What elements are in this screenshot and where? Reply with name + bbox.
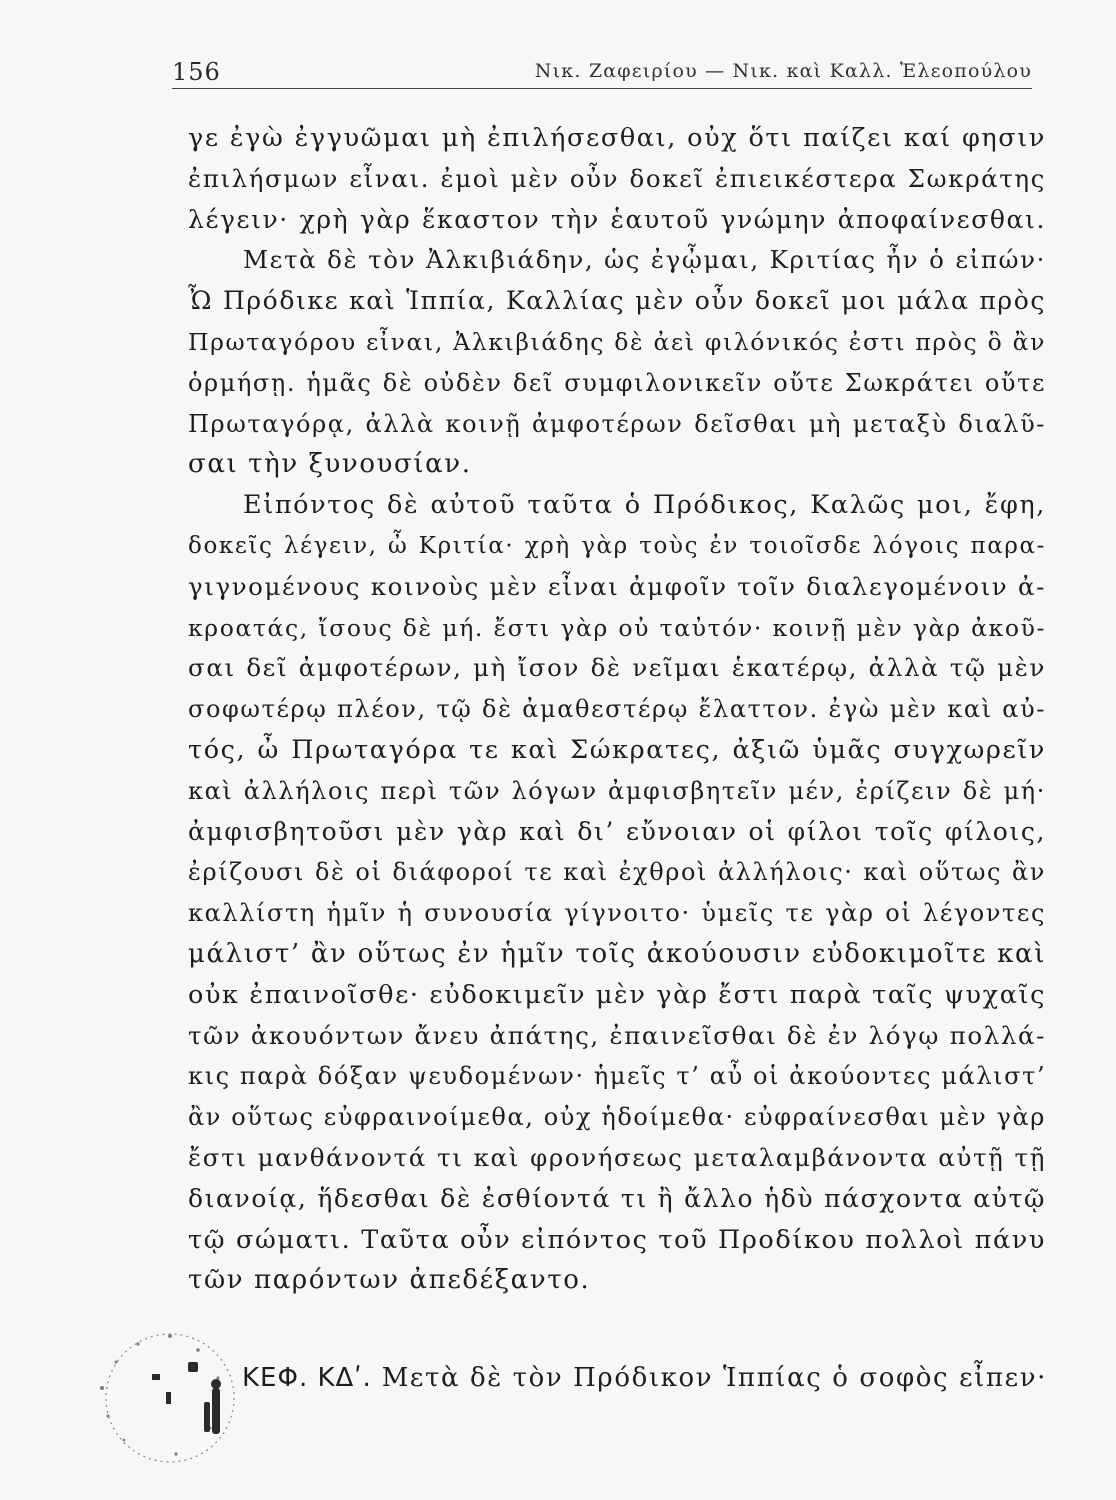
text-line: τός, ὦ Πρωταγόρα τε καὶ Σώκρατες, ἀξιῶ ὑμᾶς συγχωρεῖν	[188, 734, 1046, 765]
text-line: ἐρίζουσι δὲ οἱ διάφοροί τε καὶ ἐχθροὶ ἀλλήλοις· καὶ οὕτως ἂν	[188, 858, 1046, 887]
text-line: ὁρμήσῃ. ἡμᾶς δὲ οὐδὲν δεῖ συμφιλονικεῖν οὔτε Σωκράτει οὔτε	[188, 368, 1046, 397]
text-line: καὶ ἀλλήλοις περὶ τῶν λόγων ἀμφισβητεῖν μέν, ἐρίζειν δὲ μή·	[188, 776, 1046, 805]
text-line: σαι τὴν ξυνουσίαν.	[188, 449, 472, 480]
text-line: Εἰπόντος δὲ αὐτοῦ ταῦτα ὁ Πρόδικος, Καλῶς μοι, ἔφη,	[243, 490, 1046, 521]
chapter-opening	[242, 1358, 1047, 1398]
running-title: Νικ. Ζαφειρίου — Νικ. καὶ Καλλ. Ἐλεοπούλου	[534, 60, 1032, 82]
text-line: Πρωταγόρᾳ, ἀλλὰ κοινῇ ἀμφοτέρων δεῖσθαι μὴ μεταξὺ διαλῦ-	[188, 409, 1046, 438]
text-line: Ὦ Πρόδικε καὶ Ἱππία, Καλλίας μὲν οὖν δοκεῖ μοι μάλα πρὸς	[188, 286, 1046, 316]
text-line: τῶν παρόντων ἀπεδέξαντο.	[188, 1265, 591, 1296]
text-line: λέγειν· χρὴ γὰρ ἕκαστον τὴν ἑαυτοῦ γνώμην ἀποφαίνεσθαι.	[188, 204, 1046, 234]
text-line: Μετὰ δὲ τὸν Ἀλκιβιάδην, ὡς ἐγᾦμαι, Κριτίας ἦν ὁ εἰπών·	[243, 245, 1046, 275]
text-line: σοφωτέρῳ πλέον, τῷ δὲ ἀμαθεστέρῳ ἔλαττον. ἐγὼ μὲν καὶ αὐ-	[188, 695, 1046, 724]
text-line: γιγνομένους κοινοὺς μὲν εἶναι ἀμφοῖν τοῖν διαλεγομένοιν ἀ-	[188, 571, 1046, 601]
chapter-first-line: Μετὰ δὲ τὸν Πρόδικον Ἱππίας ὁ σοφὸς εἶπεν·	[381, 1363, 1047, 1393]
body-text	[188, 118, 1046, 1301]
library-stamp	[78, 1318, 248, 1468]
text-line: κροατάς, ἴσους δὲ μή. ἔστι γὰρ οὐ ταὐτόν· κοινῇ μὲν γὰρ ἀκοῦ-	[188, 613, 1046, 642]
text-line: δοκεῖς λέγειν, ὦ Κριτία· χρὴ γὰρ τοὺς ἐν τοιοῖσδε λόγοις παρα-	[188, 532, 1046, 559]
text-line: ἔστι μανθάνοντά τι καὶ φρονήσεως μεταλαμβάνοντα αὐτῇ τῇ	[188, 1142, 1046, 1172]
text-line: καλλίστη ἡμῖν ἡ συνουσία γίγνοιτο· ὑμεῖς τε γὰρ οἱ λέγοντες	[188, 899, 1046, 928]
text-line: διανοίᾳ, ἥδεσθαι δὲ ἐσθίοντά τι ἢ ἄλλο ἡδὺ πάσχοντα αὐτῷ	[188, 1183, 1046, 1213]
text-line: τῶν ἀκουόντων ἄνευ ἀπάτης, ἐπαινεῖσθαι δὲ ἐν λόγῳ πολλά-	[188, 1020, 1046, 1050]
text-line: ἐπιλήσμων εἶναι. ἐμοὶ μὲν οὖν δοκεῖ ἐπιεικέστερα Σωκράτης	[188, 163, 1046, 193]
text-line: σαι δεῖ ἀμφοτέρων, μὴ ἴσον δὲ νεῖμαι ἑκατέρῳ, ἀλλὰ τῷ μὲν	[188, 653, 1046, 683]
text-line: κις παρὰ δόξαν ψευδομένων· ἡμεῖς τ’ αὖ οἱ ἀκούοντες μάλιστ’	[188, 1062, 1046, 1091]
text-line: οὐκ ἐπαινοῖσθε· εὐδοκιμεῖν μὲν γὰρ ἔστι παρὰ ταῖς ψυχαῖς	[188, 979, 1046, 1010]
text-line: μάλιστ’ ἂν οὕτως ἐν ἡμῖν τοῖς ἀκούουσιν εὐδοκιμοῖτε καὶ	[188, 938, 1046, 969]
text-line: Πρωταγόρου εἶναι, Ἀλκιβιάδης δὲ ἀεὶ φιλόνικός ἐστι πρὸς ὃ ἂν	[188, 327, 1046, 356]
text-line: ἂν οὕτως εὐφραινοίμεθα, οὐχ ἡδοίμεθα· εὐφραίνεσθαι μὲν γὰρ	[188, 1103, 1046, 1132]
text-line: ἀμφισβητοῦσι μὲν γὰρ καὶ δι’ εὔνοιαν οἱ φίλοι τοῖς φίλοις,	[188, 816, 1046, 846]
text-line: τῷ σώματι. Ταῦτα οὖν εἰπόντος τοῦ Προδίκου πολλοὶ πάνυ	[188, 1224, 1046, 1255]
page-number: 156	[172, 58, 221, 86]
chapter-heading: ΚΕΦ. ΚΔʹ.	[242, 1363, 372, 1393]
text-line: γε ἐγὼ ἐγγυῶμαι μὴ ἐπιλήσεσθαι, οὐχ ὅτι παίζει καί φησιν	[188, 123, 1046, 153]
running-header	[172, 58, 1032, 89]
